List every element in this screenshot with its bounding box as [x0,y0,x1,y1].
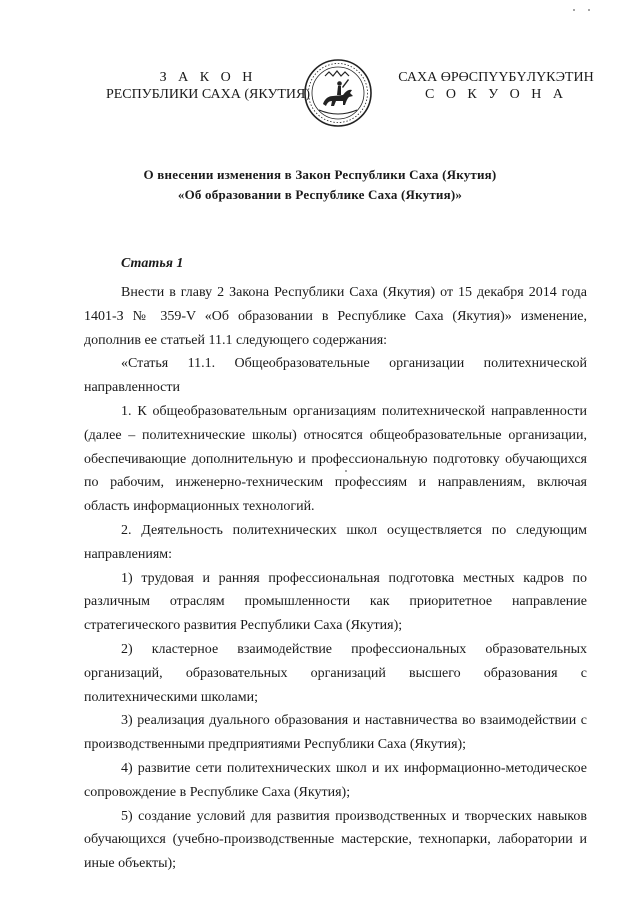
header-right [386,69,606,103]
coat-of-arms-emblem-icon [303,58,373,128]
paragraph-intro: Внести в главу 2 Закона Республики Саха (Якутия) от 15 декабря 2014 года 1401-З № 359-V «Об образовании в Республике Саха (Якутия)» изменение, дополнив ее статьей 11.1 следующего содержания: [84,285,587,348]
article-heading: Статья 1 [121,256,184,271]
document-title [60,165,580,205]
scan-artifact [573,9,575,11]
paragraph-point-1: 1. К общеобразовательным организациям политехнической направленности (далее – политехнические школы) относятся общеобразовательные организации, обеспечивающие дополнительную и профессиональную подготовку обучающихся по рабочим, инженерно-техническим профессиям и направлениям, включая область информационных технологий. [84,403,587,515]
header-left-law: З А К О Н [159,70,257,85]
paragraph-item-2: 2) кластерное взаимодействие профессиональных образовательных организаций, образовательных организаций высшего образования с политехническими школами; [84,641,587,705]
header-left-republic: РЕСПУБЛИКИ САХА (ЯКУТИЯ) [105,87,311,102]
header-left [98,69,318,103]
paragraph-article-title: «Статья 11.1. Общеобразовательные организации политехнической направленности [84,356,587,396]
title-line-1: О внесении изменения в Закон Республики Саха (Якутия) [143,167,497,182]
paragraph-item-4: 4) развитие сети политехнических школ и их информационно-методическое сопровождение в Республике Саха (Якутия); [84,760,587,800]
paragraph-item-1: 1) трудовая и ранняя профессиональная подготовка местных кадров по различным отраслям промышленности как приоритетное направление стратегического развития Республики Саха (Якутия); [84,570,587,634]
paragraph-item-3: 3) реализация дуального образования и наставничества во взаимодействии с производственными предприятиями Республики Саха (Якутия); [84,713,587,753]
article-body [84,253,587,876]
header-right-republic: САХА ӨРӨСПҮҮБҮЛҮКЭТИН [398,70,594,85]
paragraph-point-2: 2. Деятельность политехнических школ осуществляется по следующим направлениям: [84,522,587,562]
paragraph-item-5: 5) создание условий для развития производственных и творческих навыков обучающихся (учебно-производственные мастерские, технопарки, лаборатории и иные объекты); [84,808,587,872]
scan-artifact [345,470,347,472]
title-line-2: «Об образовании в Республике Саха (Якутия)» [177,187,463,202]
header-right-law: С О К У О Н А [424,87,568,102]
scan-artifact [588,9,590,11]
